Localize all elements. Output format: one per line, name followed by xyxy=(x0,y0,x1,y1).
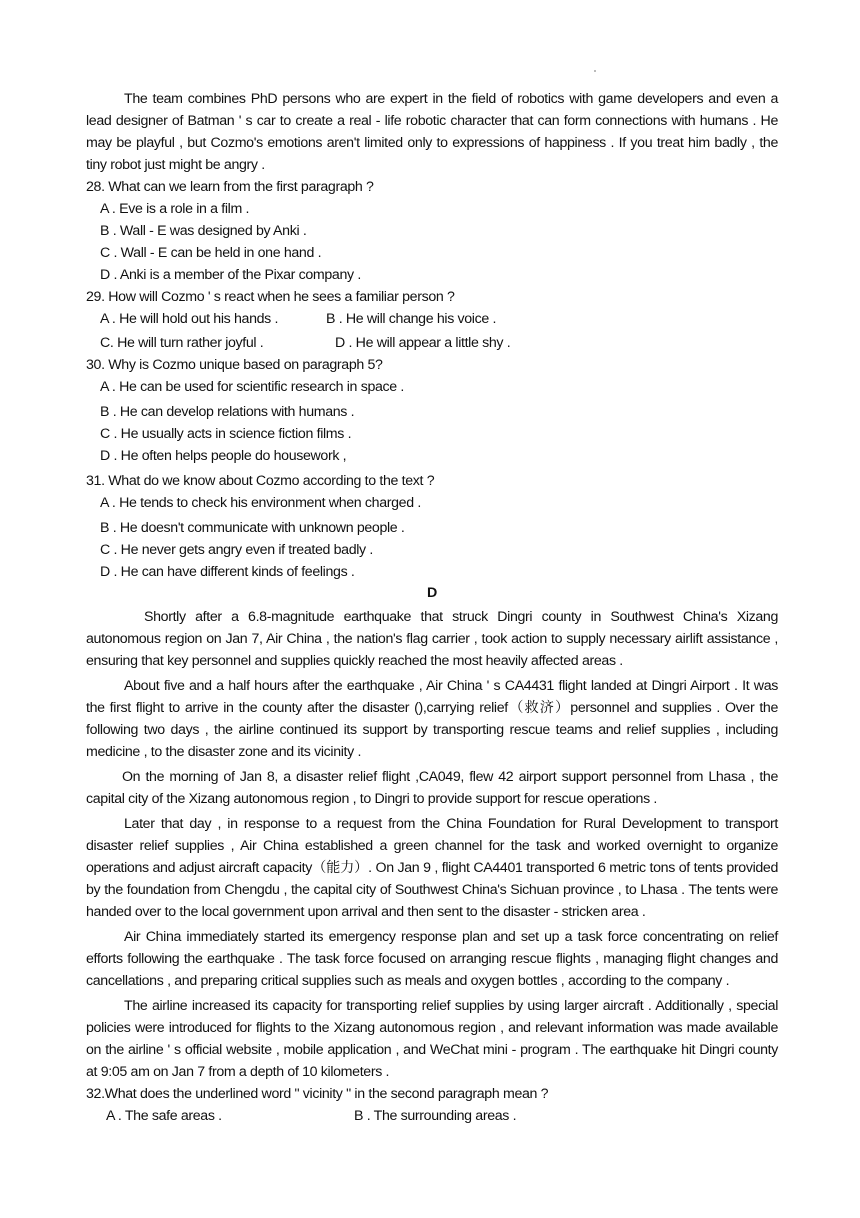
passage-d-paragraph-4: Later that day , in response to a request from the China Foundation for Rural Development to transport disaster relief supplies , Air China established a green channel for the task and worked overnight to organize operations and adjust aircraft capacity（能力）. On Jan 9 , flight CA4401 transported 6 metric tons of tents provided by the foundation from Chengdu , the capital city of Southwest China's Sichuan province , to Lhasa . The tents were handed over to the local government upon arrival and then sent to the disaster - stricken area . xyxy=(86,816,778,920)
passage-d-paragraph-1: Shortly after a 6.8-magnitude earthquake that struck Dingri county in Southwest China's Xizang autonomous region on Jan 7, Air China , the nation's flag carrier , took action to supply necessary airlift assistance , ensuring that key personnel and supplies quickly reached the most heavily affected areas . xyxy=(86,609,778,669)
option-29-c: C. He will turn rather joyful . xyxy=(100,335,264,351)
passage-d-paragraph-3: On the morning of Jan 8, a disaster relief flight ,CA049, flew 42 airport support personnel from Lhasa , the capital city of the Xizang autonomous region , to Dingri to provide support for rescue operations . xyxy=(86,769,778,807)
option-28-a: A . Eve is a role in a film . xyxy=(100,201,250,217)
option-29-d: D . He will appear a little shy . xyxy=(335,335,511,351)
passage-c-block xyxy=(86,88,778,583)
passage-d-paragraph-6: The airline increased its capacity for transporting relief supplies by using larger aircraft . Additionally , special policies were introduced for flights to the Xizang autonomous region , and relevant information was made available on the airline ' s official website , mobile application , and WeChat mini - program . The earthquake hit Dingri county at 9:05 am on Jan 7 from a depth of 10 kilometers . xyxy=(86,998,778,1080)
section-title-d: D xyxy=(427,585,437,601)
question-30: 30. Why is Cozmo unique based on paragraph 5? xyxy=(86,357,383,373)
option-31-c: C . He never gets angry even if treated badly . xyxy=(100,542,373,558)
question-28: 28. What can we learn from the first paragraph ? xyxy=(86,179,374,195)
option-31-a: A . He tends to check his environment when charged . xyxy=(100,495,421,511)
option-30-d: D . He often helps people do housework , xyxy=(100,448,347,464)
option-30-c: C . He usually acts in science fiction films . xyxy=(100,426,352,442)
option-31-d: D . He can have different kinds of feelings . xyxy=(100,564,355,580)
option-29-a: A . He will hold out his hands . xyxy=(100,311,279,327)
question-29: 29. How will Cozmo ' s react when he sees a familiar person ? xyxy=(86,289,455,305)
option-30-b: B . He can develop relations with humans . xyxy=(100,404,355,420)
question-32: 32.What does the underlined word " vicinity " in the second paragraph mean ? xyxy=(86,1086,549,1102)
passage-d-block xyxy=(86,582,778,1127)
option-32-b: B . The surrounding areas . xyxy=(354,1108,517,1124)
passage-c-paragraph: The team combines PhD persons who are expert in the field of robotics with game developers and even a lead designer of Batman ' s car to create a real - life robotic character that can form connections with humans . He may be playful , but Cozmo's emotions aren't limited only to expressions of happiness . If you treat him badly , the tiny robot just might be angry . xyxy=(86,91,778,173)
option-row-32-ab xyxy=(86,1105,778,1127)
scan-dot xyxy=(594,70,596,72)
question-31: 31. What do we know about Cozmo according to the text ? xyxy=(86,473,435,489)
option-row-29-cd xyxy=(86,332,778,354)
option-28-d: D . Anki is a member of the Pixar company . xyxy=(100,267,361,283)
passage-d-paragraph-5: Air China immediately started its emergency response plan and set up a task force concentrating on relief efforts following the earthquake . The task force focused on arranging rescue flights , managing flight changes and cancellations , and preparing critical supplies such as meals and oxygen bottles , according to the company . xyxy=(86,929,778,989)
option-29-b: B . He will change his voice . xyxy=(326,311,497,327)
option-30-a: A . He can be used for scientific research in space . xyxy=(100,379,404,395)
passage-d-paragraph-2: About five and a half hours after the earthquake , Air China ' s CA4431 flight landed at Dingri Airport . It was the first flight to arrive in the county after the disaster (),carrying relief（救济）personnel and supplies . Over the following two days , the airline continued its support by transporting rescue teams and relief supplies , including medicine , to the disaster zone and its vicinity . xyxy=(86,678,778,760)
option-28-b: B . Wall - E was designed by Anki . xyxy=(100,223,307,239)
option-28-c: C . Wall - E can be held in one hand . xyxy=(100,245,322,261)
option-31-b: B . He doesn't communicate with unknown people . xyxy=(100,520,405,536)
option-32-a: A . The safe areas . xyxy=(106,1108,222,1124)
option-row-29-ab xyxy=(86,308,778,330)
